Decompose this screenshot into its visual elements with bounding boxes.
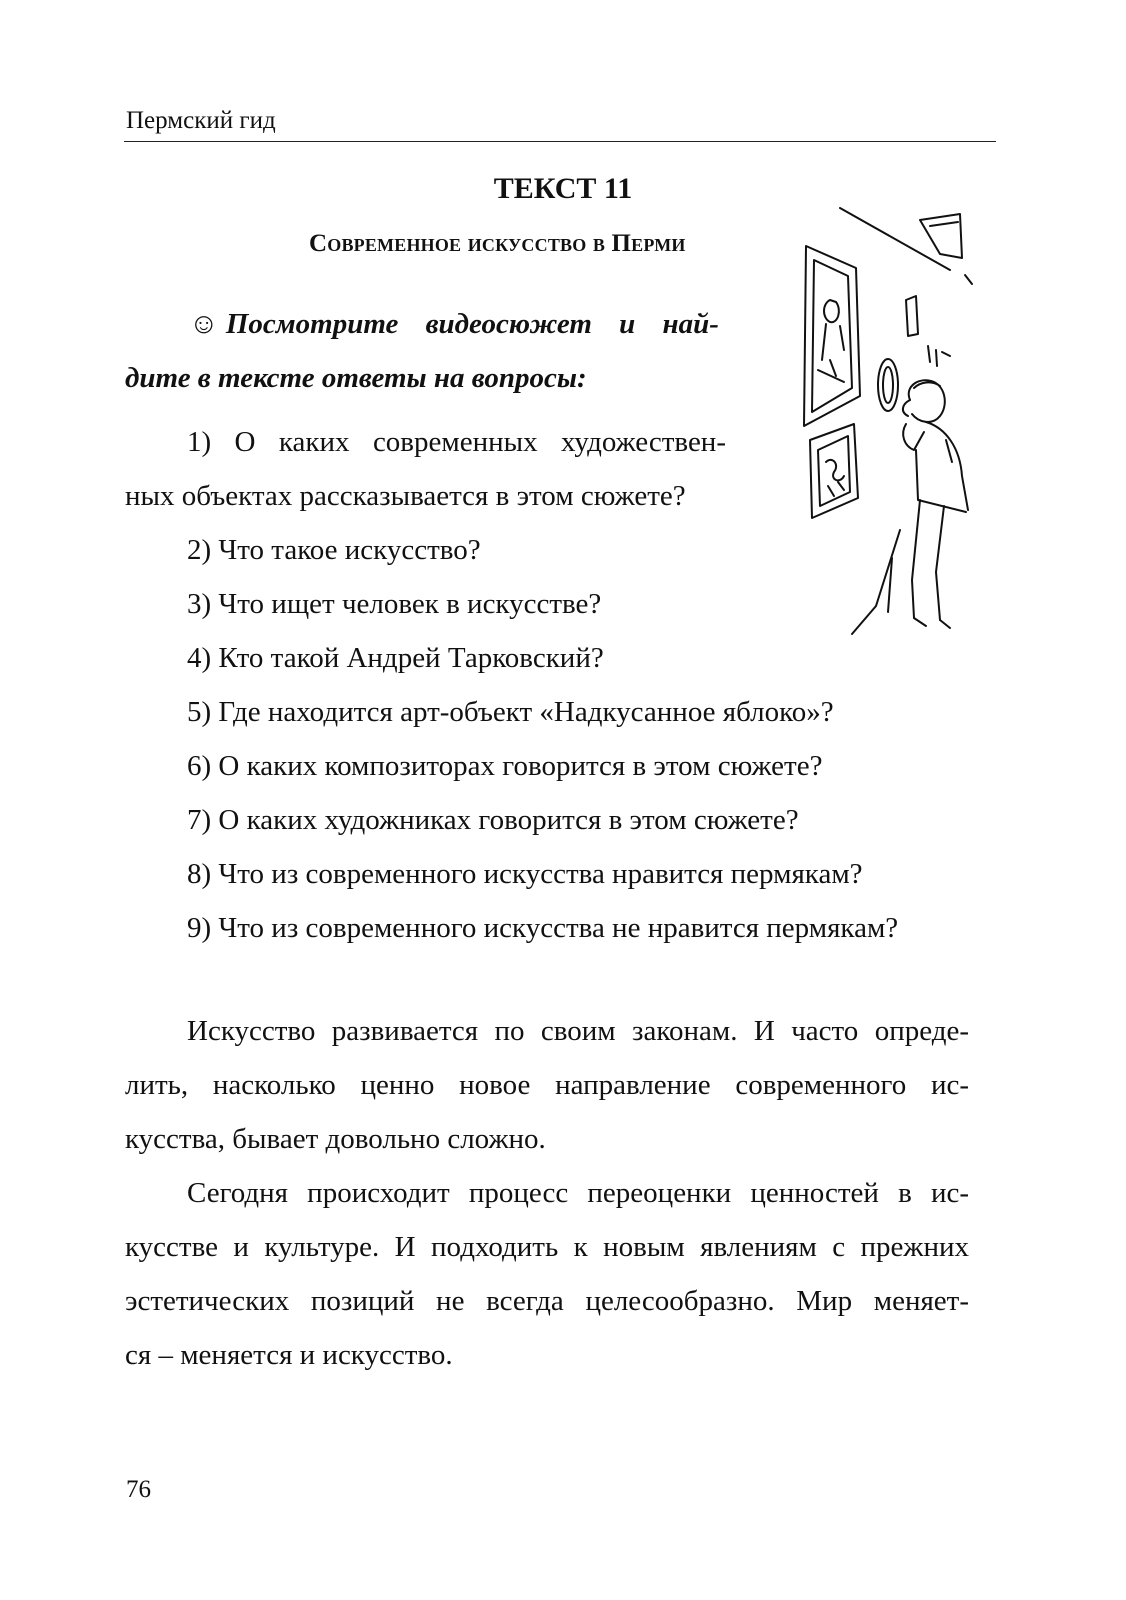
paragraph-1-line-3: кусства, бывает довольно сложно. xyxy=(125,1123,546,1155)
question-4: 4) Кто такой Андрей Тарковский? xyxy=(187,642,604,674)
question-3: 3) Что ищет человек в искусстве? xyxy=(187,588,602,620)
question-7: 7) О каких художниках говорится в этом сюжете? xyxy=(187,804,799,836)
section-number: ТЕКСТ 11 xyxy=(493,172,633,205)
question-9: 9) Что из современного искусства не нравится пермякам? xyxy=(187,912,899,944)
museum-visitor-sketch-icon xyxy=(800,200,1000,660)
paragraph-2-line-4: ся – меняется и искусство. xyxy=(125,1339,453,1371)
task-text-1: Посмотрите видеосюжет и най- xyxy=(225,308,719,340)
paragraph-2-line-2: кусстве и культуре. И подходить к новым явлениям с прежних xyxy=(125,1231,969,1263)
paragraph-2-line-1: Сегодня происходит процесс переоценки ценностей в ис- xyxy=(187,1177,969,1209)
paragraph-1-line-1: Искусство развивается по своим законам. И часто опреде- xyxy=(187,1015,969,1047)
question-8: 8) Что из современного искусства нравится пермякам? xyxy=(187,858,863,890)
question-1-line-1: 1) О каких современных художествен- xyxy=(187,426,726,458)
header-divider xyxy=(124,141,996,142)
page-number: 76 xyxy=(126,1476,151,1503)
section-title: Современное искусство в Перми xyxy=(309,230,686,257)
running-header: Пермский гид xyxy=(126,107,276,134)
paragraph-1-line-2: лить, насколько ценно новое направление современного ис- xyxy=(125,1069,969,1101)
smiley-icon: ☺ xyxy=(189,308,219,340)
task-line-1 xyxy=(189,310,719,339)
question-2: 2) Что такое искусство? xyxy=(187,534,481,566)
question-5: 5) Где находится арт-объект «Надкусанное яблоко»? xyxy=(187,696,834,728)
question-1-line-2: ных объектах рассказывается в этом сюжете? xyxy=(125,480,686,512)
question-6: 6) О каких композиторах говорится в этом сюжете? xyxy=(187,750,823,782)
paragraph-2-line-3: эстетических позиций не всегда целесообразно. Мир меняет- xyxy=(125,1285,969,1317)
task-line-2: дите в тексте ответы на вопросы: xyxy=(125,362,587,394)
